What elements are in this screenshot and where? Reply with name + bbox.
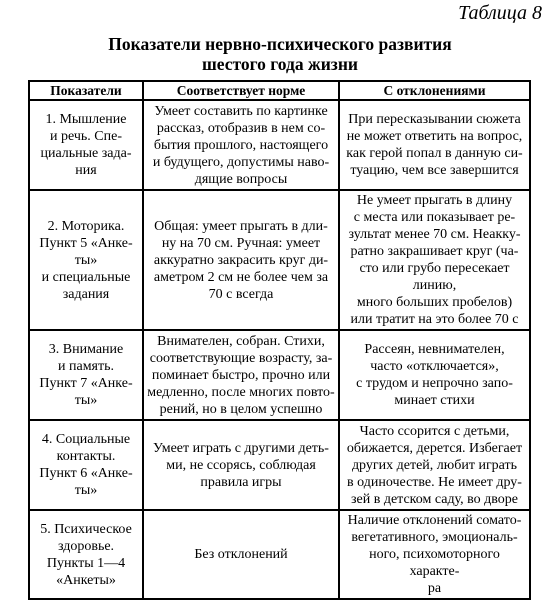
cell-deviation: Часто ссорится с детьми, обижается, дерется. Избегает других детей, любит играть в одиночестве. Не имеет дру- зей в детском саду, во дворе [339,420,530,510]
cell-deviation: Рассеян, невнимателен, часто «отключается», с трудом и непрочно запо- минает стихи [339,330,530,420]
page-title-line-2: шестого года жизни [202,54,358,74]
cell-deviation: Не умеет прыгать в длину с места или показывает ре- зультат менее 70 см. Неакку- ратно закрашивает круг (ча- сто или грубо пересекает линию, много больших пробелов) или тратит на это более 70 с [339,190,530,330]
table-row [29,510,530,599]
cell-indicator: 5. Психическое здоровье. Пункты 1—4 «Анкеты» [29,510,143,599]
table-header-row [29,81,530,100]
cell-norm: Умеет составить по картинке рассказ, отобразив в нем со- бытия прошлого, настоящего и будущего, допустимы наво- дящие вопросы [143,100,339,190]
table-row [29,190,530,330]
header-norm: Соответствует норме [143,81,339,100]
table-row [29,420,530,510]
cell-deviation: Наличие отклонений сомато- вегетативного, эмоциональ- ного, психомоторного характе- ра [339,510,530,599]
cell-indicator: 3. Внимание и память. Пункт 7 «Анке- ты» [29,330,143,420]
cell-norm: Общая: умеет прыгать в дли- ну на 70 см. Ручная: умеет аккуратно закрасить круг ди- аметром 2 см не более чем за 70 с всегда [143,190,339,330]
table-row [29,330,530,420]
cell-norm: Умеет играть с другими деть- ми, не ссорясь, соблюдая правила игры [143,420,339,510]
header-indicators: Показатели [29,81,143,100]
development-table [28,80,531,600]
cell-indicator: 4. Социальные контакты. Пункт 6 «Анке- ты» [29,420,143,510]
cell-indicator: 2. Моторика. Пункт 5 «Анке- ты» и специальные задания [29,190,143,330]
table-label: Таблица 8 [458,2,542,24]
cell-norm: Внимателен, собран. Стихи, соответствующие возрасту, за- поминает быстро, прочно или медленно, после многих повто- рений, но в целом успешно [143,330,339,420]
page-title-line-1: Показатели нервно-психического развития [108,34,452,54]
cell-norm: Без отклонений [143,510,339,599]
header-deviations: С отклонениями [339,81,530,100]
cell-deviation: При пересказывании сюжета не может ответить на вопрос, как герой попал в данную си- туацию, чем все завершится [339,100,530,190]
cell-indicator: 1. Мышление и речь. Спе- циальные зада- ния [29,100,143,190]
table-row [29,100,530,190]
